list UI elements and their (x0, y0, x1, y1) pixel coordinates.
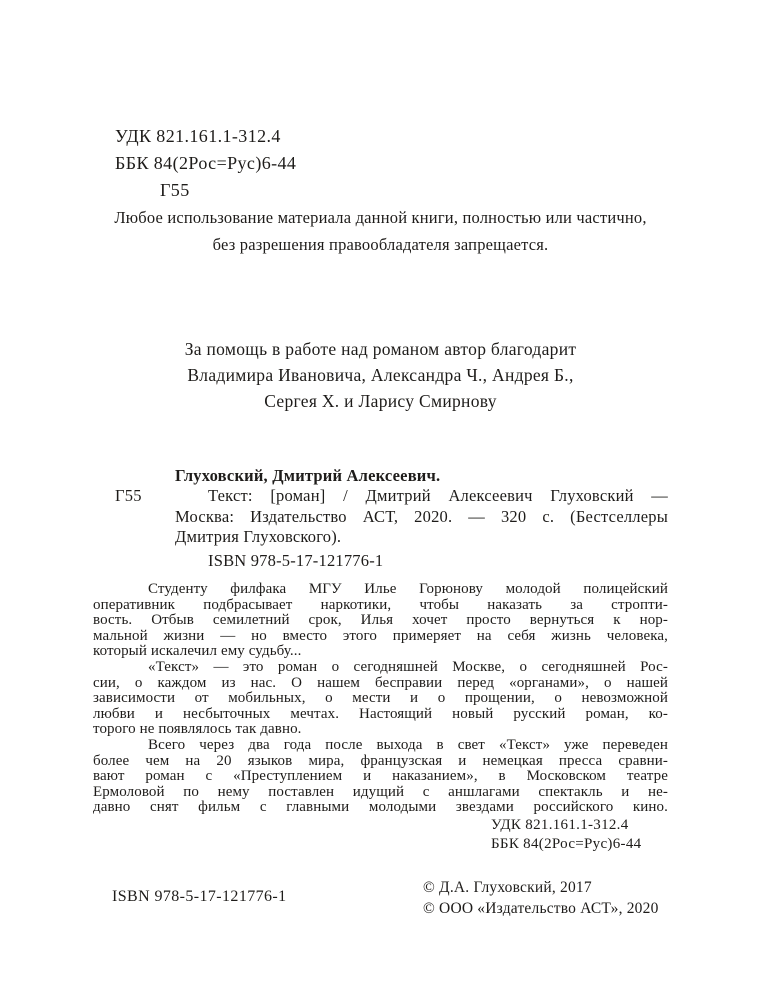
annotation (93, 582, 668, 816)
annotation-line: вают роман с «Преступлением и наказанием», в Московском театре (93, 768, 668, 785)
acknowledgment-line-3: Сергея Х. и Ларису Смирнову (264, 391, 497, 411)
annotation-paragraph-1 (93, 582, 668, 660)
annotation-line: Студенту филфака МГУ Илье Горюнову молодой полицейский (148, 581, 668, 597)
acknowledgment-line-1: За помощь в работе над романом автор благодарит (184, 339, 577, 359)
catalog-publisher-line: Москва: Издательство АСТ, 2020. — 320 с. (Бестселлеры (175, 506, 668, 526)
annotation-line: вость. Отбыв семилетний срок, Илья хочет просто вернуться к нор- (93, 612, 668, 629)
rights-notice-line-2: без разрешения правообладателя запрещается. (212, 234, 549, 254)
acknowledgment-line-2: Владимира Ивановича, Александра Ч., Андрея Б., (187, 365, 574, 385)
copyright-block (423, 878, 659, 919)
bbk-code: ББК 84(2Рос=Рус)6-44 (115, 153, 297, 173)
bottom-cataloguing-codes (491, 816, 641, 853)
footer-isbn: ISBN 978-5-17-121776-1 (112, 888, 287, 905)
annotation-paragraph-3 (93, 738, 668, 816)
top-cataloguing-codes (115, 123, 296, 204)
copyright-line-1: © Д.А. Глуховский, 2017 (423, 879, 592, 896)
rights-notice (93, 205, 668, 258)
annotation-line: любви и несбыточных мечтах. Настоящий новый русский роман, ко- (93, 705, 668, 722)
author-sign: Г55 (160, 180, 190, 200)
annotation-paragraph-2 (93, 660, 668, 738)
annotation-line: который искалечил ему судьбу... (93, 643, 302, 660)
rights-notice-line-1: Любое использование материала данной книги, полностью или частично, (114, 208, 647, 227)
acknowledgment (93, 336, 668, 414)
annotation-line: сии, о каждом из нас. О нашем бесправии перед «органами», о нашей (93, 674, 668, 691)
catalog-isbn: ISBN 978-5-17-121776-1 (208, 550, 384, 570)
annotation-line: давно снят фильм с главными молодыми звездами российского кино. (93, 799, 668, 816)
annotation-line: торого не появлялось так давно. (93, 721, 302, 738)
catalog-author: Глуховский, Дмитрий Алексеевич. (175, 466, 441, 485)
catalog-series-line: Дмитрия Глуховского). (175, 527, 342, 547)
catalog-author-sign: Г55 (115, 486, 142, 505)
annotation-line: зависимости от мобильных, о мести и о прощении, о невозможной (93, 690, 668, 707)
udk-code: УДК 821.161.1-312.4 (115, 126, 281, 146)
annotation-line: Ермоловой по нему поставлен идущий с аншлагами спектакль и не- (93, 783, 668, 800)
bottom-bbk-code: ББК 84(2Рос=Рус)6-44 (491, 835, 642, 852)
annotation-line: более чем на 20 языков мира, французская и немецкая пресса сравни- (93, 752, 668, 769)
annotation-line: «Текст» — это роман о сегодняшней Москве, о сегодняшней Рос- (148, 658, 668, 675)
annotation-line: оперативник подбрасывает наркотики, чтобы наказать за стропти- (93, 596, 668, 613)
bottom-udk-code: УДК 821.161.1-312.4 (491, 817, 629, 833)
annotation-line: Всего через два года после выхода в свет «Текст» уже переведен (148, 736, 668, 753)
catalog-entry (115, 466, 668, 571)
annotation-line: мальной жизни — но вместо этого примеряет на себя жизнь человека, (93, 627, 668, 644)
copyright-line-2: © ООО «Издательство АСТ», 2020 (423, 899, 659, 917)
catalog-title-line: Текст: [роман] / Дмитрий Алексеевич Глуховский — (208, 486, 668, 506)
